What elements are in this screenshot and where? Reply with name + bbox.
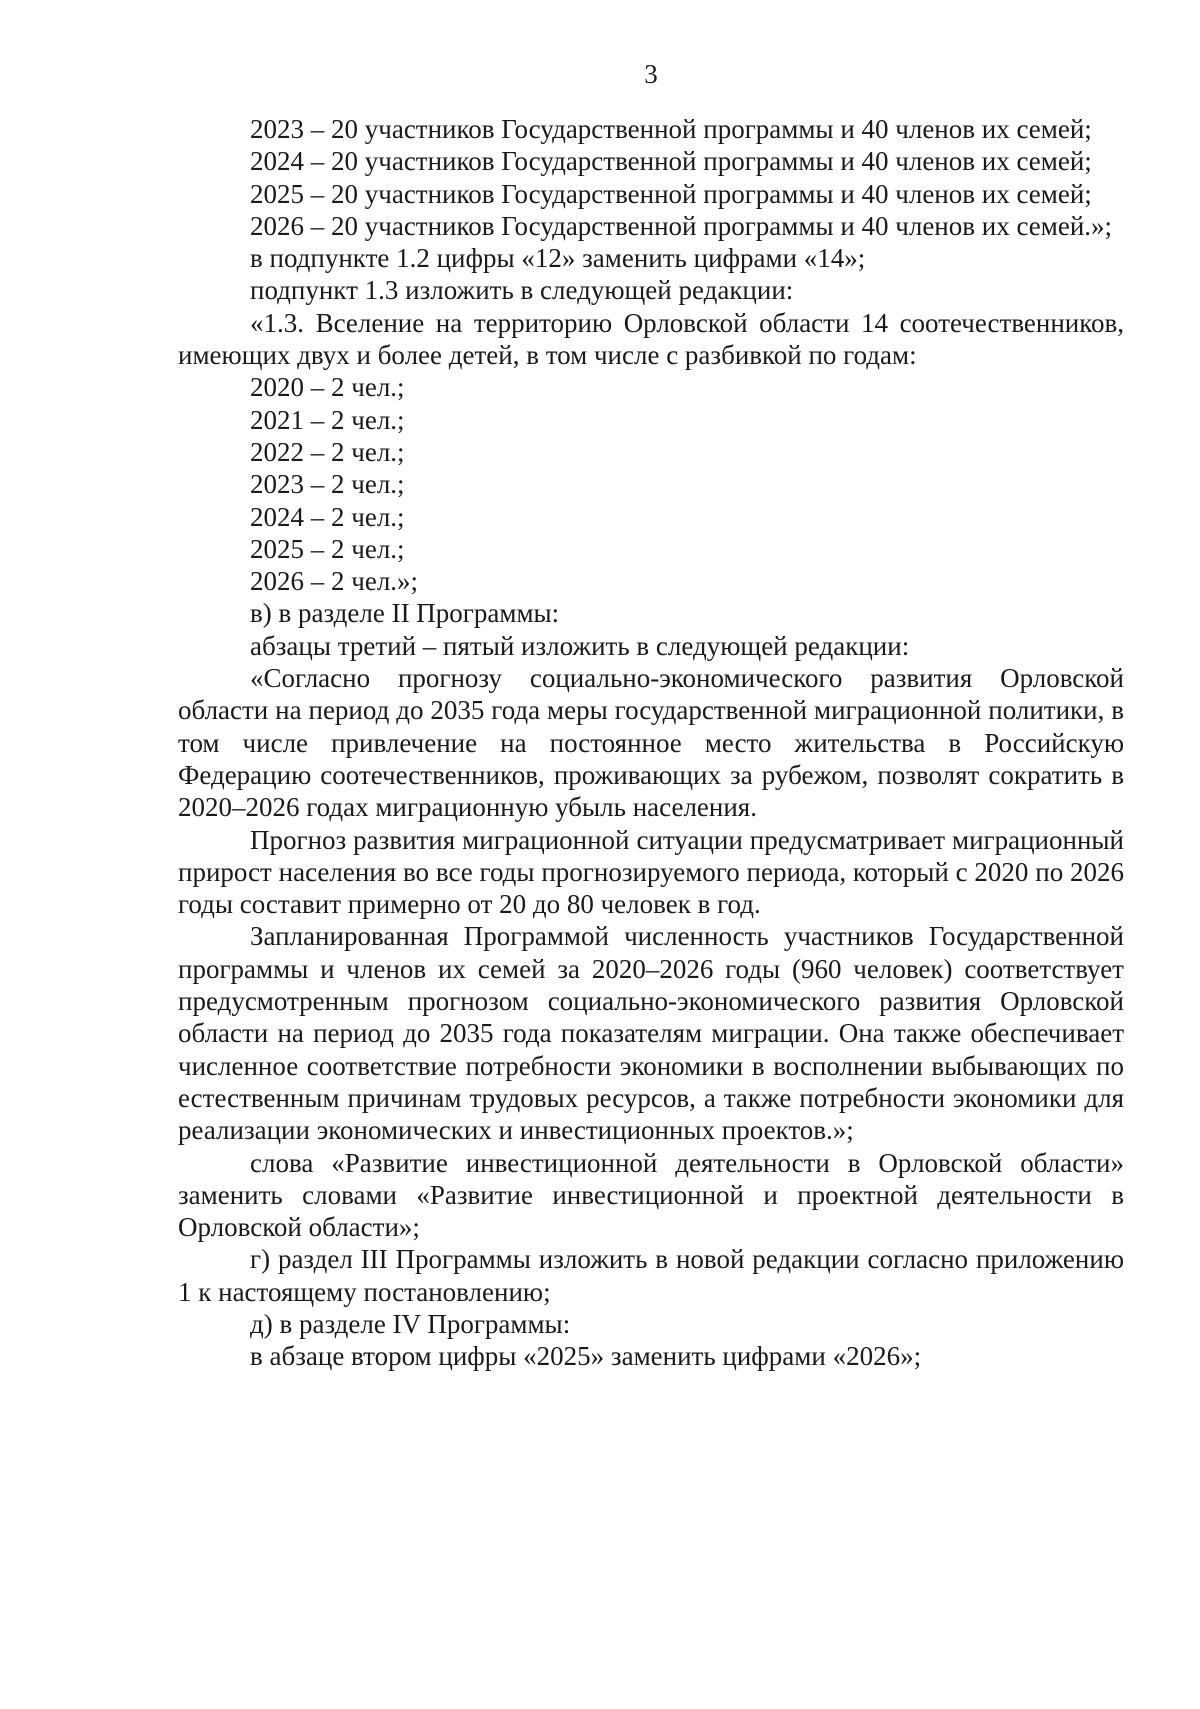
paragraph-2026: 2026 – 20 участников Государственной программы и 40 членов их семей.»; [250, 210, 1113, 241]
section-d-heading: д) в разделе IV Программы: [250, 1308, 571, 1339]
list-item-2021: 2021 – 2 чел.; [250, 404, 405, 435]
list-item-2024: 2024 – 2 чел.; [250, 501, 405, 532]
page-number: 3 [644, 59, 658, 89]
list-item-2022: 2022 – 2 чел.; [250, 436, 405, 467]
paragraph-forecast-1: «Согласно прогнозу социально-экономического развития Орловской области на период до 2035 года меры государственной миграционной политики, в том числе привлечение на постоянное место жительства в Российскую Федерацию соотечественников, проживающих за рубежом, позволят сократить в 2020–2026 годах миграционную убыль населения. [178, 663, 1124, 823]
paragraph-forecast-2: Прогноз развития миграционной ситуации предусматривает миграционный прирост населения во все годы прогнозируемого периода, который с 2020 по 2026 годы составит примерно от 20 до 80 человек в год. [178, 824, 1124, 920]
paragraph-abzacy: абзацы третий – пятый изложить в следующей редакции: [250, 630, 910, 661]
paragraph-2023: 2023 – 20 участников Государственной программы и 40 членов их семей; [250, 114, 1092, 144]
paragraph-forecast-3: Запланированная Программой численность участников Государственной программы и членов их семей за 2020–2026 годы (960 человек) соответствует предусмотренным прогнозом социально-экономического развития Орловской области на период до 2035 года показателям миграции. Она также обеспечивает численное соответствие потребности экономики в восполнении выбывающих по естественным причинам трудовых ресурсов, а также потребности экономики для реализации экономических и инвестиционных проектов.»; [178, 921, 1124, 1146]
document-page [178, 58, 1124, 1373]
list-item-2023: 2023 – 2 чел.; [250, 469, 405, 500]
list-item-2026: 2026 – 2 чел.»; [250, 566, 419, 597]
paragraph-2024: 2024 – 20 участников Государственной программы и 40 членов их семей; [250, 146, 1092, 177]
paragraph-subpoint-1-2: в подпункте 1.2 цифры «12» заменить цифрами «14»; [250, 243, 866, 274]
paragraph-slova: слова «Развитие инвестиционной деятельности в Орловской области» заменить словами «Развитие инвестиционной и проектной деятельности в Орловской области»; [178, 1147, 1124, 1243]
section-v-heading: в) в разделе II Программы: [250, 598, 560, 629]
section-g-paragraph: г) раздел III Программы изложить в новой редакции согласно приложению 1 к настоящему постановлению; [178, 1244, 1124, 1307]
paragraph-subpoint-1-3-intro: подпункт 1.3 изложить в следующей редакции: [250, 275, 794, 306]
paragraph-subpoint-1-3: «1.3. Вселение на территорию Орловской области 14 соотечественников, имеющих двух и более детей, в том числе с разбивкой по годам: [178, 307, 1124, 371]
list-item-2025: 2025 – 2 чел.; [250, 533, 405, 564]
paragraph-2025: 2025 – 20 участников Государственной программы и 40 членов их семей; [250, 178, 1092, 209]
list-item-2020: 2020 – 2 чел.; [250, 372, 405, 403]
paragraph-abzac-2: в абзаце втором цифры «2025» заменить цифрами «2026»; [250, 1341, 922, 1372]
